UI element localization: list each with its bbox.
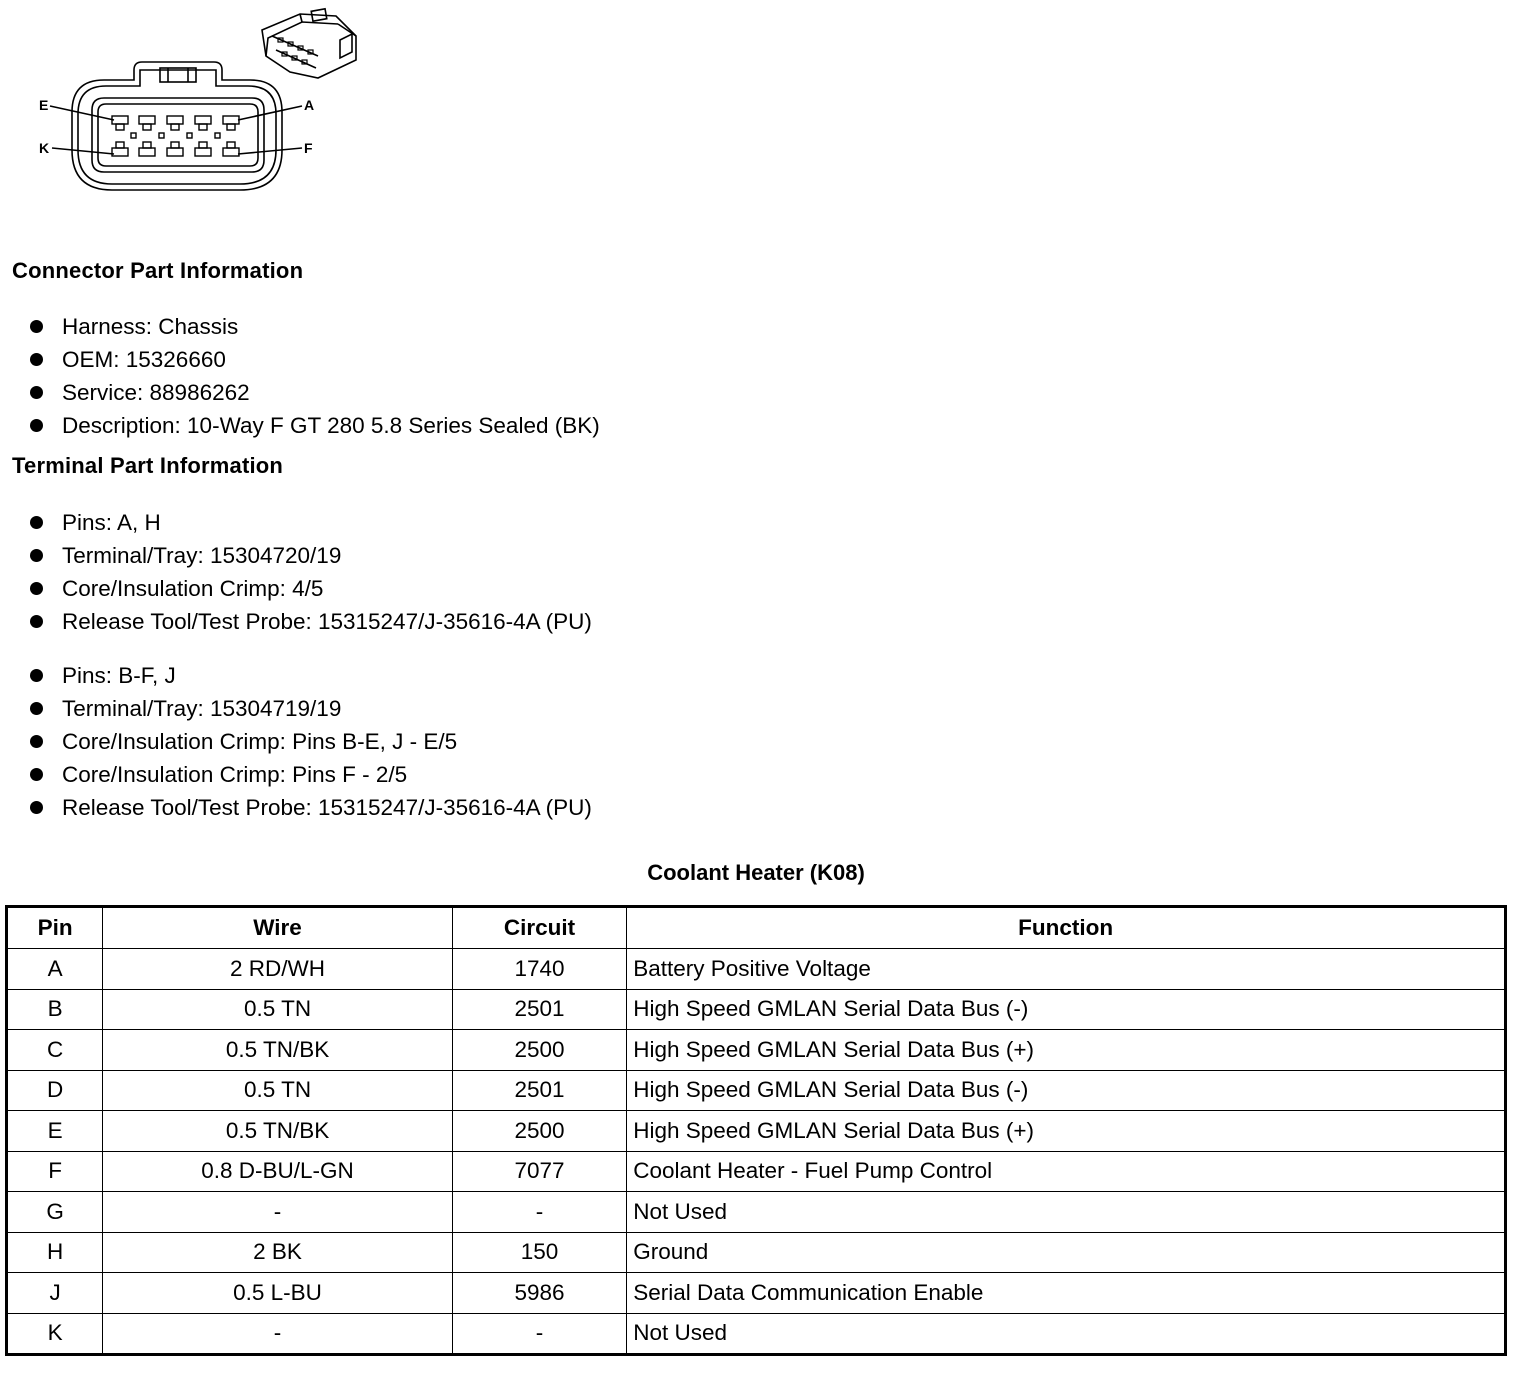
header-circuit: Circuit <box>452 907 626 949</box>
pin-label-a: A <box>304 97 315 113</box>
cell-function: Coolant Heater - Fuel Pump Control <box>627 1151 1506 1192</box>
cell-pin: C <box>7 1030 103 1071</box>
table-row <box>7 1313 1506 1355</box>
list-item: Core/Insulation Crimp: Pins F - 2/5 <box>0 758 592 791</box>
cell-circuit: - <box>452 1192 626 1233</box>
pin-label-e: E <box>39 97 49 113</box>
table-row <box>7 1030 1506 1071</box>
cell-pin: A <box>7 949 103 990</box>
table-row <box>7 1111 1506 1152</box>
cell-wire: 0.5 TN <box>103 989 453 1030</box>
cell-circuit: 2501 <box>452 989 626 1030</box>
cell-function: Serial Data Communication Enable <box>627 1273 1506 1314</box>
cell-function: High Speed GMLAN Serial Data Bus (+) <box>627 1030 1506 1071</box>
cell-function: Ground <box>627 1232 1506 1273</box>
cell-wire: 2 BK <box>103 1232 453 1273</box>
cell-pin: F <box>7 1151 103 1192</box>
cell-circuit: - <box>452 1313 626 1355</box>
list-item: Harness: Chassis <box>0 310 600 343</box>
cell-circuit: 150 <box>452 1232 626 1273</box>
connector-cavities <box>112 116 239 156</box>
connector-3d-thumbnail <box>262 9 356 78</box>
table-title: Coolant Heater (K08) <box>647 860 865 885</box>
list-item: Core/Insulation Crimp: 4/5 <box>0 572 592 605</box>
table-row <box>7 989 1506 1030</box>
terminal-info-group-1 <box>0 506 592 638</box>
cell-pin: J <box>7 1273 103 1314</box>
cell-function: Not Used <box>627 1313 1506 1355</box>
connector-info-list <box>0 310 600 442</box>
list-item: Pins: A, H <box>0 506 592 539</box>
list-item: Terminal/Tray: 15304720/19 <box>0 539 592 572</box>
cell-circuit: 2501 <box>452 1070 626 1111</box>
list-item: Release Tool/Test Probe: 15315247/J-35616-4A (PU) <box>0 791 592 824</box>
table-row <box>7 1273 1506 1314</box>
cell-wire: 0.8 D-BU/L-GN <box>103 1151 453 1192</box>
list-item: OEM: 15326660 <box>0 343 600 376</box>
terminal-info-group-2 <box>0 659 592 824</box>
cell-function: Battery Positive Voltage <box>627 949 1506 990</box>
cell-circuit: 1740 <box>452 949 626 990</box>
list-item: Service: 88986262 <box>0 376 600 409</box>
table-row <box>7 1232 1506 1273</box>
list-item: Release Tool/Test Probe: 15315247/J-35616-4A (PU) <box>0 605 592 638</box>
cell-wire: 0.5 TN/BK <box>103 1030 453 1071</box>
cell-wire: 0.5 TN/BK <box>103 1111 453 1152</box>
cell-circuit: 5986 <box>452 1273 626 1314</box>
cell-wire: 0.5 L-BU <box>103 1273 453 1314</box>
list-item: Description: 10-Way F GT 280 5.8 Series Sealed (BK) <box>0 409 600 442</box>
cell-pin: G <box>7 1192 103 1233</box>
connector-section-title: Connector Part Information <box>12 258 304 283</box>
cell-function: High Speed GMLAN Serial Data Bus (+) <box>627 1111 1506 1152</box>
cell-wire: 2 RD/WH <box>103 949 453 990</box>
cell-function: Not Used <box>627 1192 1506 1233</box>
cell-pin: B <box>7 989 103 1030</box>
table-row <box>7 1151 1506 1192</box>
cell-pin: K <box>7 1313 103 1355</box>
terminal-section-title: Terminal Part Information <box>12 453 284 478</box>
pinout-table <box>5 905 1507 1356</box>
header-function: Function <box>627 907 1506 949</box>
cell-function: High Speed GMLAN Serial Data Bus (-) <box>627 989 1506 1030</box>
cell-circuit: 7077 <box>452 1151 626 1192</box>
pin-label-f: F <box>304 140 313 156</box>
connector-face-diagram <box>0 0 400 205</box>
list-item: Pins: B-F, J <box>0 659 592 692</box>
list-item: Core/Insulation Crimp: Pins B-E, J - E/5 <box>0 725 592 758</box>
table-row <box>7 1192 1506 1233</box>
connector-face-outline <box>72 62 282 190</box>
cell-pin: E <box>7 1111 103 1152</box>
cell-pin: D <box>7 1070 103 1111</box>
cell-circuit: 2500 <box>452 1030 626 1071</box>
list-item: Terminal/Tray: 15304719/19 <box>0 692 592 725</box>
pin-label-k: K <box>39 140 50 156</box>
table-row <box>7 1070 1506 1111</box>
header-wire: Wire <box>103 907 453 949</box>
cell-wire: - <box>103 1192 453 1233</box>
cell-pin: H <box>7 1232 103 1273</box>
cell-circuit: 2500 <box>452 1111 626 1152</box>
table-header-row <box>7 907 1506 949</box>
cell-wire: 0.5 TN <box>103 1070 453 1111</box>
header-pin: Pin <box>7 907 103 949</box>
table-row <box>7 949 1506 990</box>
cell-wire: - <box>103 1313 453 1355</box>
cell-function: High Speed GMLAN Serial Data Bus (-) <box>627 1070 1506 1111</box>
